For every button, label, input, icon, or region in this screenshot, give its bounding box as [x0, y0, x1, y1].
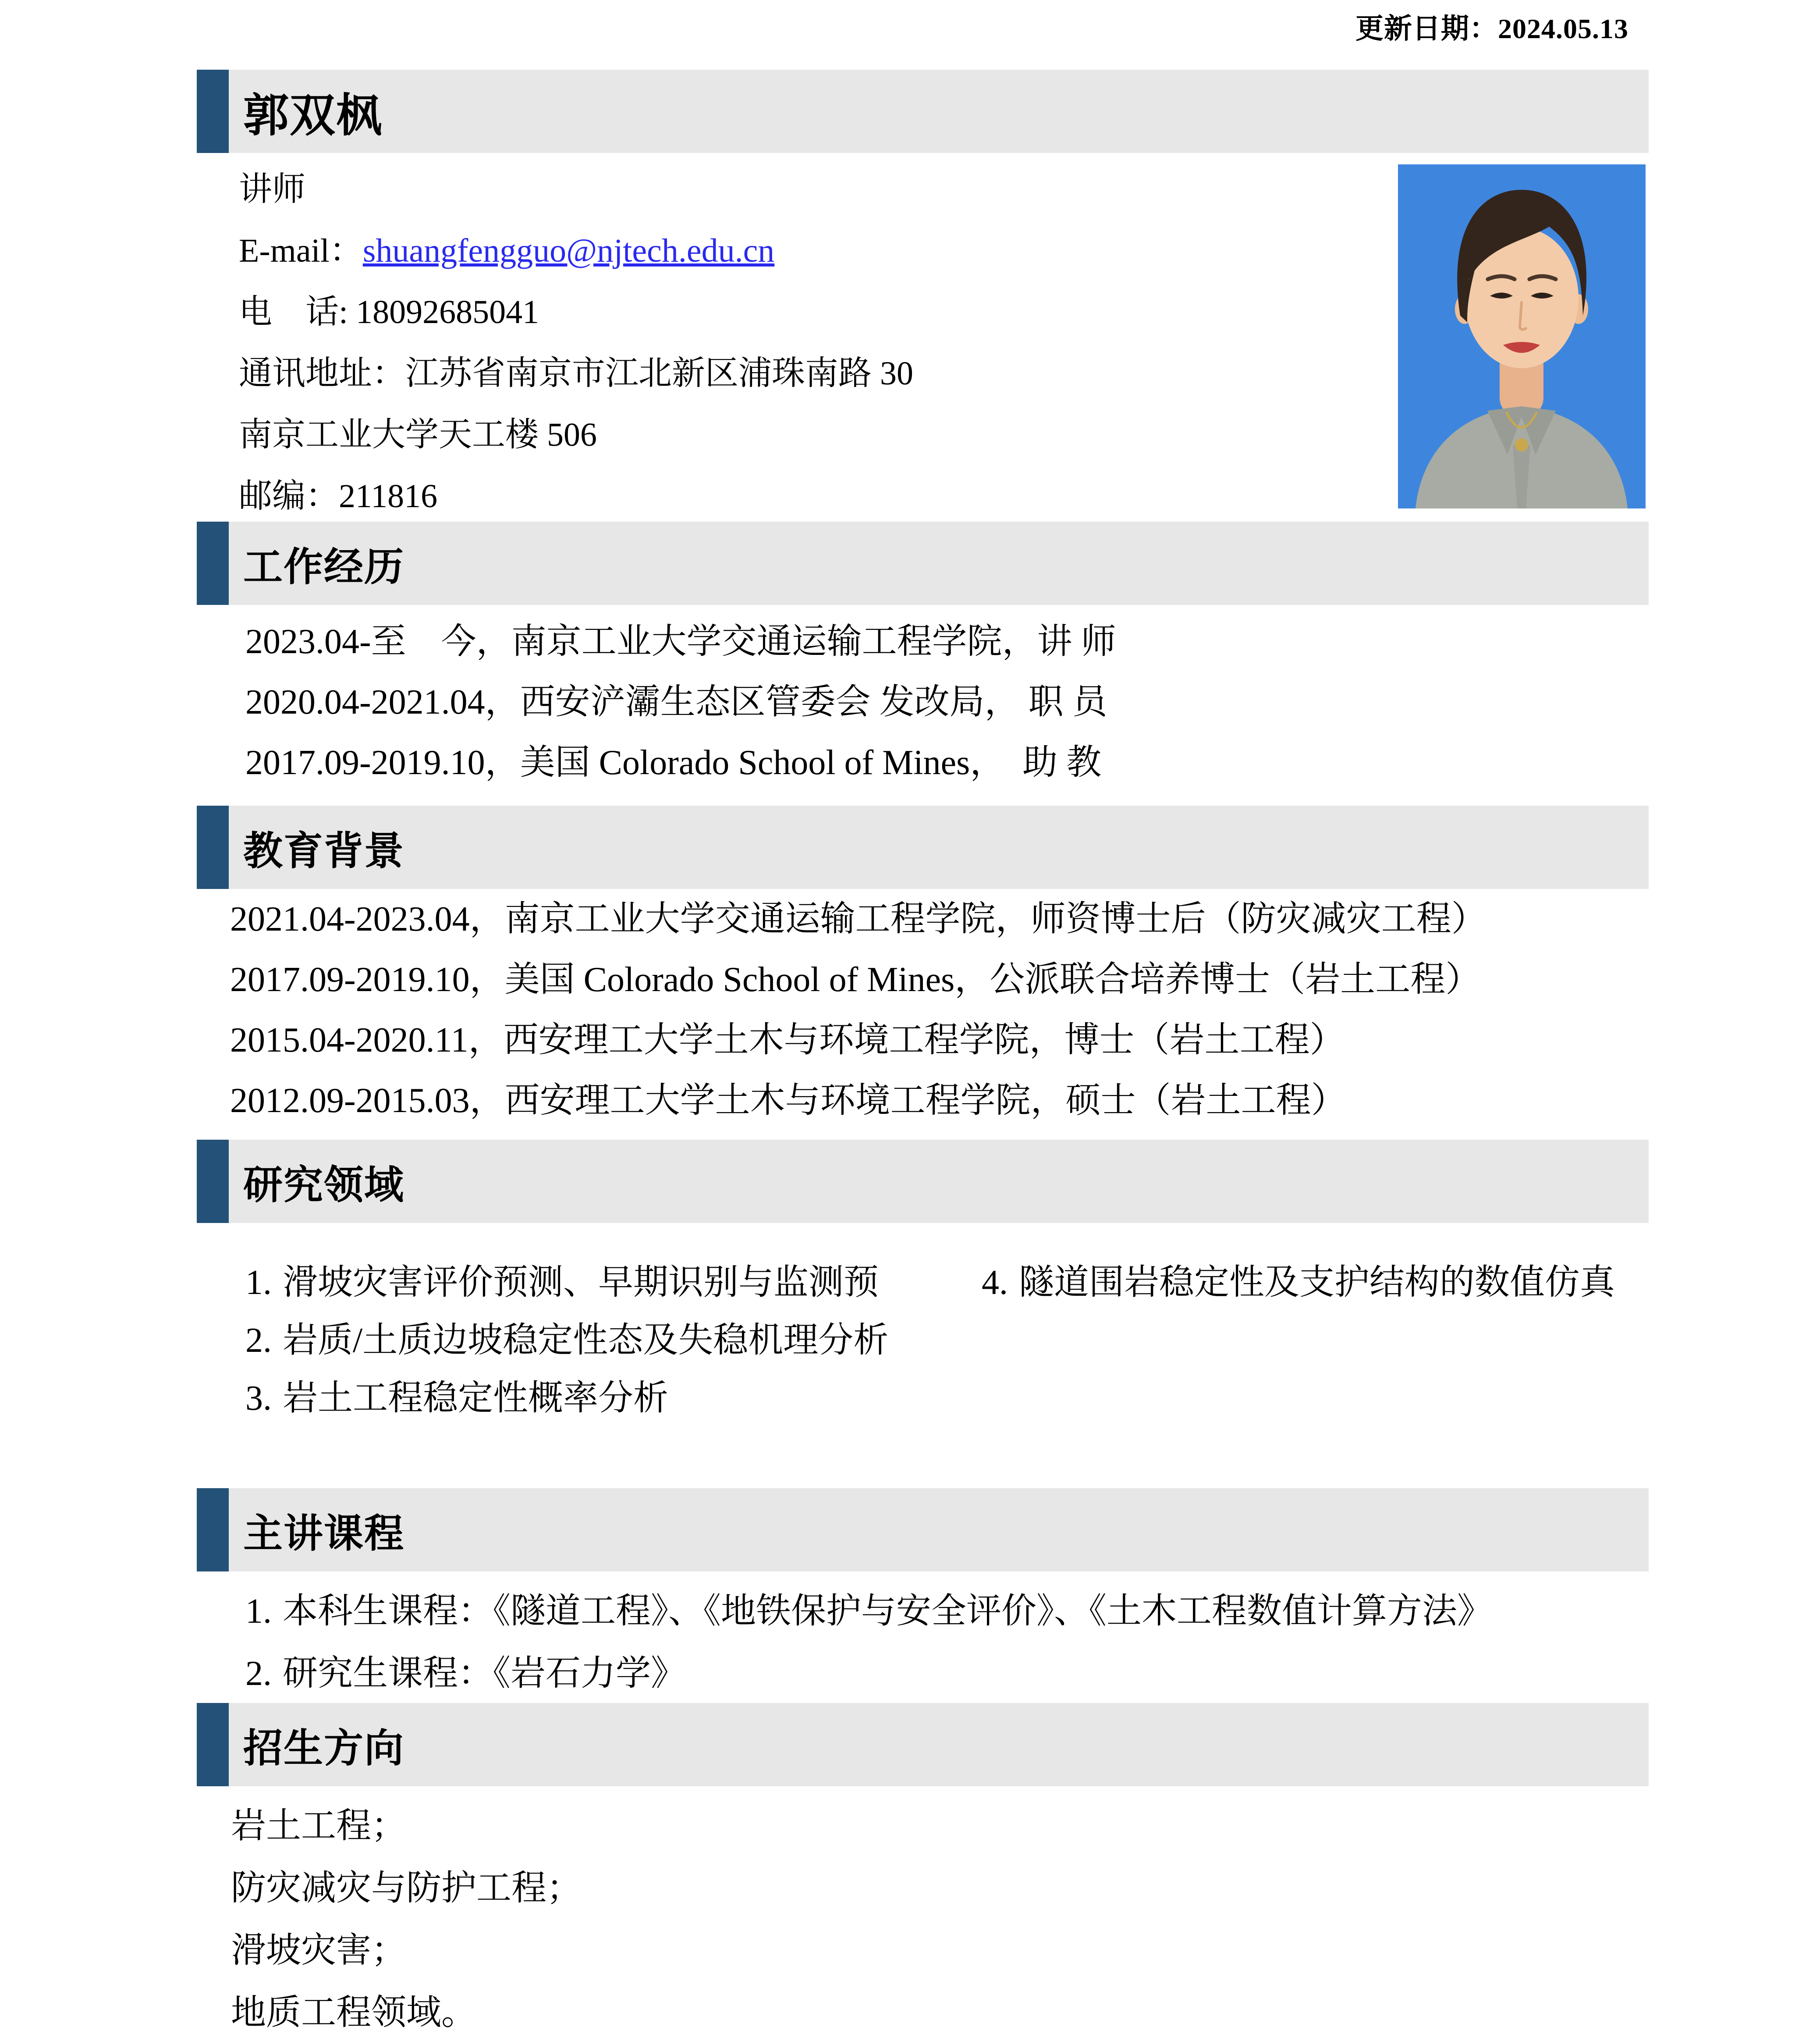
admissions-item: 地质工程领域。 — [231, 1994, 476, 2032]
section-header-work — [197, 522, 1649, 605]
section-header-bg — [229, 1140, 1649, 1223]
item-number: 2. — [245, 1654, 272, 1693]
section-header-bg — [229, 1703, 1649, 1786]
section-header-education — [197, 806, 1649, 889]
address-label: 通讯地址： — [239, 355, 405, 392]
education-item: 2012.09-2015.03，西安理工大学土木与环境工程学院，硕士（岩土工程） — [230, 1081, 1346, 1120]
course-item — [245, 1580, 1492, 1642]
accent-bar — [197, 1140, 229, 1223]
research-item — [982, 1254, 1648, 1312]
section-header-admissions — [197, 1703, 1649, 1786]
item-text: 岩质/土质边坡稳定性态及失稳机理分析 — [283, 1321, 889, 1360]
item-text: 隧道围岩稳定性及支护结构的数值仿真 — [1019, 1263, 1615, 1302]
contact-block — [239, 159, 913, 527]
research-item — [245, 1312, 986, 1369]
work-item: 2023.04-至 今，南京工业大学交通运输工程学院，讲 师 — [245, 622, 1116, 661]
accent-bar — [197, 806, 229, 889]
courses-list — [245, 1580, 1492, 1705]
section-title-research: 研究领域 — [243, 1163, 404, 1207]
item-number: 1. — [245, 1592, 272, 1631]
item-number: 4. — [982, 1263, 1008, 1302]
profile-photo — [1398, 164, 1646, 508]
address-value: 江苏省南京市江北新区浦珠南路 30 — [405, 355, 913, 392]
section-header-bg — [229, 1488, 1649, 1571]
education-list — [230, 889, 1486, 1131]
admissions-item: 防灾减灾与防护工程； — [231, 1869, 582, 1908]
name-header-bg — [229, 70, 1649, 153]
section-title-education: 教育背景 — [243, 829, 404, 873]
phone-label: 电 话: — [239, 294, 348, 331]
section-title-courses: 主讲课程 — [243, 1512, 404, 1556]
name-header-band — [197, 70, 1649, 153]
postcode-value: 211816 — [339, 478, 438, 515]
item-text: 本科生课程：《隧道工程》、《地铁保护与安全评价》、《土木工程数值计算方法》 — [283, 1592, 1492, 1631]
email-link[interactable]: shuangfengguo@njtech.edu.cn — [362, 232, 775, 269]
address-row-2: 南京工业大学天工楼 506 — [239, 416, 597, 453]
course-item — [245, 1642, 1492, 1705]
phone-row — [239, 281, 913, 343]
section-title-admissions: 招生方向 — [243, 1727, 404, 1770]
admissions-item: 滑坡灾害； — [231, 1931, 406, 1970]
item-number: 2. — [245, 1321, 272, 1360]
section-header-courses — [197, 1488, 1649, 1571]
education-item: 2017.09-2019.10，美国 Colorado School of Mines，公派联合培养博士（岩土工程） — [230, 960, 1481, 999]
research-item — [245, 1254, 986, 1312]
address-row — [239, 343, 913, 404]
work-experience-list — [245, 611, 1116, 793]
work-item: 2017.09-2019.10，美国 Colorado School of Mines， 助 教 — [245, 743, 1102, 782]
phone-value: 18092685041 — [356, 294, 539, 331]
item-text: 研究生课程：《岩石力学》 — [283, 1654, 686, 1693]
section-header-research — [197, 1140, 1649, 1223]
item-number: 3. — [245, 1379, 272, 1418]
research-areas-right-column — [982, 1254, 1648, 1312]
research-item — [245, 1369, 986, 1427]
section-header-bg — [229, 522, 1649, 605]
accent-bar — [197, 1488, 229, 1571]
profile-name: 郭双枫 — [243, 90, 383, 141]
admissions-list — [231, 1795, 582, 2044]
update-date: 更新日期：2024.05.13 — [1355, 13, 1628, 44]
accent-bar — [197, 522, 229, 605]
item-text: 岩土工程稳定性概率分析 — [283, 1379, 668, 1418]
research-areas-left-column — [245, 1254, 986, 1427]
section-header-bg — [229, 806, 1649, 889]
email-row — [239, 220, 913, 281]
section-title-work: 工作经历 — [243, 545, 404, 589]
postcode-label: 邮编： — [239, 478, 339, 515]
accent-bar — [197, 1703, 229, 1786]
postcode-row — [239, 466, 913, 527]
item-number: 1. — [245, 1263, 272, 1302]
job-title: 讲师 — [239, 171, 305, 208]
item-text: 滑坡灾害评价预测、早期识别与监测预 — [283, 1263, 879, 1302]
education-item: 2015.04-2020.11，西安理工大学土木与环境工程学院，博士（岩土工程） — [230, 1021, 1345, 1059]
profile-photo-illustration — [1398, 164, 1646, 508]
accent-bar — [197, 70, 229, 153]
email-label: E-mail： — [239, 232, 363, 269]
education-item: 2021.04-2023.04，南京工业大学交通运输工程学院，师资博士后（防灾减灾工程） — [230, 900, 1486, 938]
admissions-item: 岩土工程； — [231, 1807, 406, 1845]
work-item: 2020.04-2021.04，西安浐灞生态区管委会 发改局， 职 员 — [245, 683, 1107, 722]
